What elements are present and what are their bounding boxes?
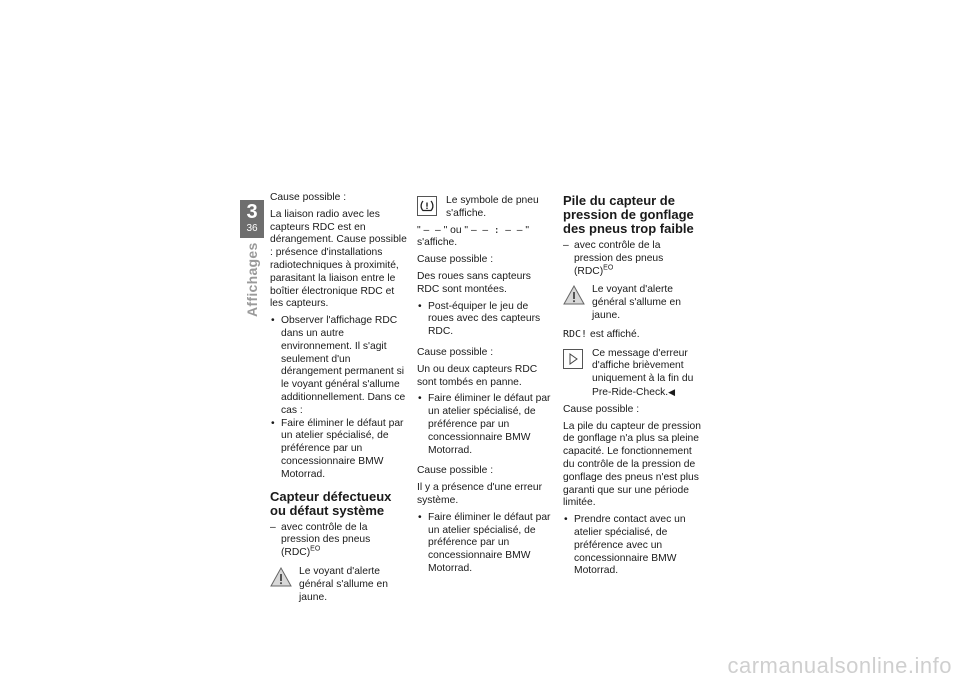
tire-symbol-text: Le symbole de pneu s'affiche. [446,195,539,219]
rdc-message-line [563,329,701,342]
info-text: Ce message d'erreur d'affiche brièvement uniquement à la fin du Pre-Ride-Check. [592,347,694,398]
list-item: • Post-équiper le jeu de roues avec des capteurs RDC. [417,301,555,339]
section-heading: Capteur défectueux ou défaut système [270,488,392,518]
tire-pressure-icon [417,196,437,216]
display-line [417,225,555,251]
bullet-list [417,301,555,339]
section-heading: Pile du capteur de pression de gonflage des pneus trop faible [563,193,694,236]
display-suffix: " s'affiche. [417,224,529,249]
condition-line [270,522,408,560]
display-or: " ou " [443,224,469,236]
cause-label: Cause possible : [417,465,494,477]
watermark: carmanualsonline.info [727,653,952,678]
dash-icon: – [270,521,276,533]
condition-line [563,240,701,278]
column-1 [270,192,408,608]
condition-sup: EO [310,545,321,553]
display-value-a: – – [423,224,441,236]
warning-text: Le voyant d'alerte général s'allume en jaune. [299,565,388,603]
tire-symbol-notice [417,195,555,221]
cause-label: Cause possible : [417,346,494,358]
display-value-b: – – : – – [470,224,523,236]
condition-sup: EO [603,264,614,272]
cause-label: Cause possible : [270,192,347,203]
rdc-code: RDC! [563,328,588,340]
end-mark-icon: ◀ [668,386,676,397]
warning-text: Le voyant d'alerte général s'allume en jaune. [592,284,681,321]
warning-notice [563,284,701,322]
list-item: • Faire éliminer le défaut par un atelier spécialisé, de préférence par un concessionnaire BMW Motorrad. [417,512,555,576]
warning-triangle-icon [563,285,585,310]
chapter-side-title: Affichages [244,242,260,317]
bullet-list [417,393,555,457]
cause-label: Cause possible : [417,254,494,266]
cause-text: La pile du capteur de pression de gonflage n'a plus sa pleine capacité. Le fonctionnement du contrôle de la pression de gonflage des pneus n'est plus garanti que sur une période limitée. [563,420,701,509]
warning-triangle-icon [270,567,292,592]
list-item: • Observer l'affichage RDC dans un autre environnement. Il s'agit seulement d'un dérangement permanent si le voyant général s'allume additionnellement. Dans ce cas : [270,315,408,417]
list-item: • Faire éliminer le défaut par un atelier spécialisé, de préférence par un concessionnaire BMW Motorrad. [270,418,408,482]
list-item: • Faire éliminer le défaut par un atelier spécialisé, de préférence par un concessionnaire BMW Motorrad. [417,393,555,457]
info-triangle-icon [563,349,583,369]
column-3 [563,192,701,582]
condition-text: avec contrôle de la pression des pneus (RDC) [574,240,664,277]
rdc-text: est affiché. [589,328,640,340]
condition-text: avec contrôle de la pression des pneus (RDC) [281,521,371,559]
info-notice [563,348,701,400]
chapter-tab [240,200,264,238]
cause-text: La liaison radio avec les capteurs RDC est en dérangement. Cause possible : présence d'installations radiotechniques à proximité, parasitant la liaison entre le boîtier électronique RDC et les capteurs. [270,208,407,310]
cause-label: Cause possible : [563,403,640,415]
bullet-list [417,512,555,576]
bullet-list [270,315,408,481]
chapter-number: 3 [246,201,258,223]
cause-text: Un ou deux capteurs RDC sont tombés en panne. [417,363,538,388]
quote-open: " [417,224,421,236]
column-2 [417,192,555,580]
warning-notice [270,566,408,604]
page-number: 36 [246,223,258,234]
dash-icon: – [563,240,569,251]
bullet-list [563,514,701,578]
list-item: • Prendre contact avec un atelier spécialisé, de préférence avec un concessionnaire BMW Motorrad. [563,514,701,578]
cause-text: Des roues sans capteurs RDC sont montées. [417,270,531,295]
cause-text: Il y a présence d'une erreur système. [417,482,543,506]
